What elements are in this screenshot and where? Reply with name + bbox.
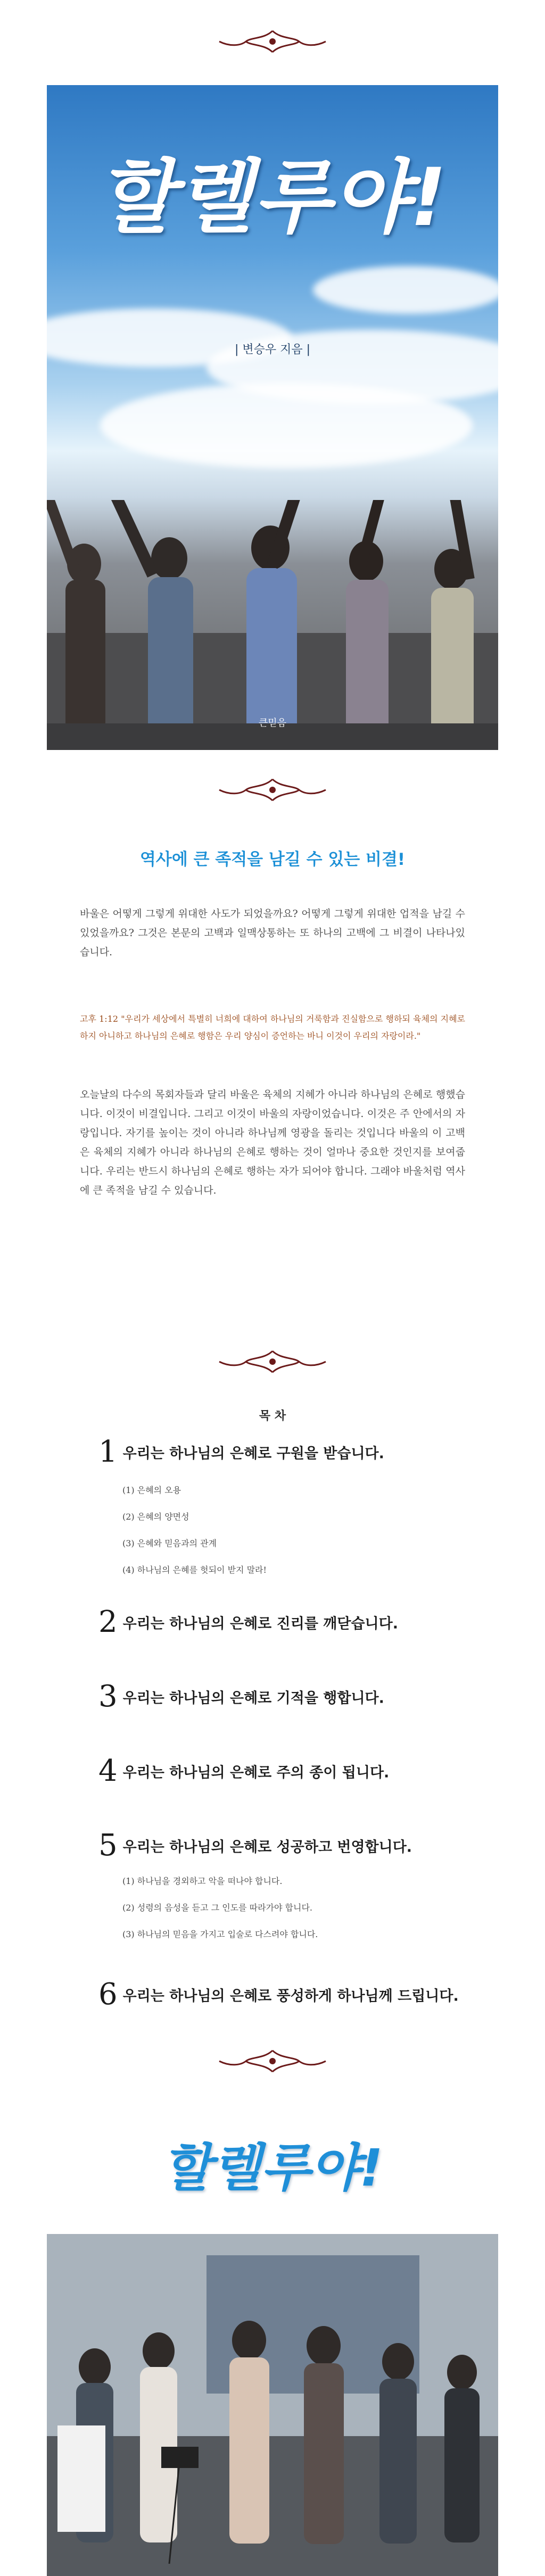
toc-chapter-3: [98, 1681, 471, 1713]
toc-sub-item: (4) 하나님의 은혜를 헛되이 받지 말라!: [122, 1565, 267, 1575]
chapter-number: 6: [98, 1977, 118, 2012]
toc-sub-item: (1) 하나님을 경외하고 악을 떠나야 합니다.: [122, 1876, 283, 1886]
middle-ornament-2: [0, 1346, 545, 1383]
worship-crowd-illustration: [47, 500, 498, 750]
toc-sub-item: (2) 은혜의 양면성: [122, 1512, 189, 1522]
chapter-number: 4: [98, 1754, 118, 1788]
toc-chapter-2: [98, 1606, 471, 1638]
chapter-number: 3: [98, 1679, 118, 1714]
cover-author: | 변승우 지음 |: [234, 343, 311, 356]
toc-chapter-6: [98, 1979, 471, 2011]
chapter-title: 우리는 하나님의 은혜로 주의 종이 됩니다.: [122, 1764, 390, 1781]
toc-sub-item: (3) 하나님의 믿음을 가지고 입술로 다스려야 합니다.: [122, 1929, 318, 1939]
toc-sub-item: (3) 은혜와 믿음과의 관계: [122, 1538, 217, 1548]
chapter-title: 우리는 하나님의 은혜로 풍성하게 하나님께 드립니다.: [122, 1988, 459, 2005]
body-paragraph: 오늘날의 다수의 목회자들과 달리 바울은 육체의 지혜가 아니라 하나님의 은혜로 행했습니다. 이것이 비결입니다. 그리고 이것이 바울의 자랑이었습니다. 이것은 주 안에서의 자랑입니다. 자기를 높이는 것이 아니라 하나님께 영광을 돌리는 것입니다 바울의 이 고백은 육체의 지혜가 아니라 하나님의 은혜로 행하는 것이 얼마나 중요한 것인지를 보여줍니다. 우리는 반드시 하나님의 은혜로 행하는 자가 되어야 합니다. 그래야 바울처럼 역사에 큰 족적을 남길 수 있습니다.: [80, 1089, 465, 1196]
chapter-number: 1: [98, 1435, 118, 1469]
toc-chapter-4: [98, 1755, 471, 1787]
top-ornament: [0, 26, 545, 63]
chapter-number: 2: [98, 1605, 118, 1639]
chapter-title: 우리는 하나님의 은혜로 성공하고 번영합니다.: [122, 1839, 412, 1856]
toc-chapter-1: [98, 1436, 471, 1468]
chapter-number: 5: [98, 1828, 118, 1863]
chapter-title: 우리는 하나님의 은혜로 구원을 받습니다.: [122, 1445, 384, 1462]
bottom-ornament: [0, 2045, 545, 2082]
book-cover: [47, 85, 498, 750]
worship-photo: [47, 2234, 498, 2576]
toc-chapter-5: [98, 1830, 471, 1862]
intro-paragraph: 바울은 어떻게 그렇게 위대한 사도가 되었을까요? 어떻게 그렇게 위대한 업적을 남길 수 있었을까요? 그것은 본문의 고백과 일맥상통하는 또 하나의 고백에 그 비결이 나타나있습니다.: [80, 908, 465, 958]
publisher-name: 큰믿음: [258, 718, 287, 729]
toc-title: 목 차: [259, 1410, 286, 1423]
headline: 역사에 큰 족적을 남길 수 있는 비결!: [139, 850, 406, 869]
middle-ornament-1: [0, 774, 545, 811]
chapter-title: 우리는 하나님의 은혜로 진리를 깨닫습니다.: [122, 1615, 398, 1632]
scripture-quote: 고후 1:12 "우리가 세상에서 특별히 너희에 대하여 하나님의 거룩함과 진실함으로 행하되 육체의 지혜로 하지 아니하고 하나님의 은혜로 행함은 우리 양심이 증언하는 바니 이것이 우리의 자랑이라.": [80, 1014, 465, 1041]
bottom-logo: 할렐루야!: [162, 2138, 383, 2198]
cover-title: 할렐루야!: [97, 152, 448, 244]
chapter-title: 우리는 하나님의 은혜로 기적을 행합니다.: [122, 1690, 384, 1707]
toc-sub-item: (2) 성령의 음성을 듣고 그 인도를 따라가야 합니다.: [122, 1903, 313, 1913]
toc-sub-item: (1) 은혜의 오용: [122, 1485, 181, 1495]
